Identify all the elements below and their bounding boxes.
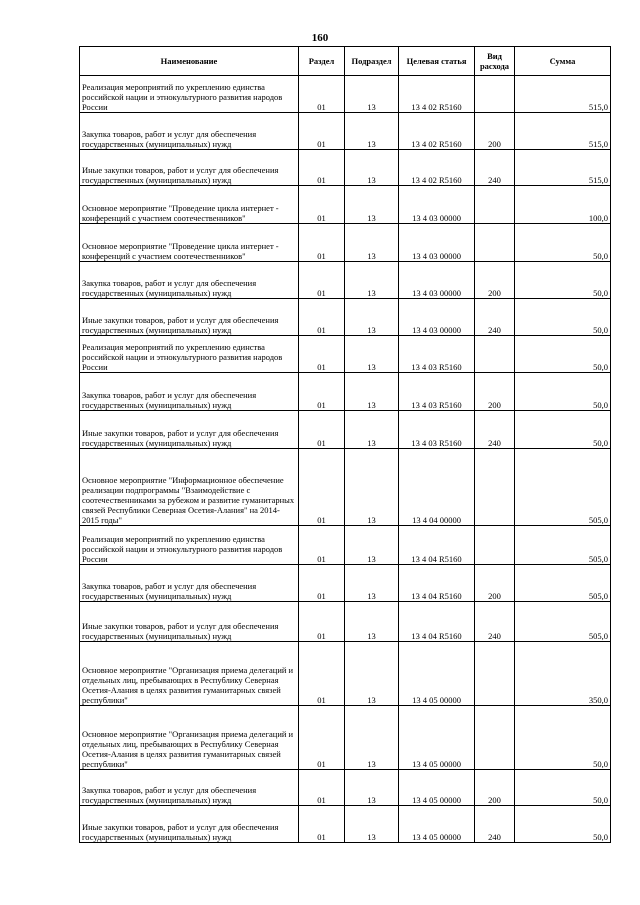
row-expense-type: [475, 526, 515, 565]
row-amount: 50,0: [515, 706, 611, 770]
row-expense-type: [475, 336, 515, 373]
row-target: 13 4 02 R5160: [399, 76, 475, 113]
table-row: [80, 411, 611, 449]
row-name: Иные закупки товаров, работ и услуг для обеспечения государственных (муниципальных) нужд: [80, 411, 299, 449]
row-amount: 100,0: [515, 186, 611, 224]
row-subsection: 13: [345, 806, 399, 843]
row-expense-type: 240: [475, 299, 515, 336]
row-subsection: 13: [345, 642, 399, 706]
row-amount: 50,0: [515, 373, 611, 411]
row-section: 01: [299, 150, 345, 186]
row-section: 01: [299, 373, 345, 411]
row-subsection: 13: [345, 113, 399, 150]
row-target: 13 4 03 00000: [399, 186, 475, 224]
row-subsection: 13: [345, 262, 399, 299]
row-section: 01: [299, 262, 345, 299]
row-target: 13 4 03 R5160: [399, 336, 475, 373]
row-name: Основное мероприятие "Организация приема делегаций и отдельных лиц, пребывающих в Республику Северная Осетия-Алания в целях развития гуманитарных связей республики": [80, 706, 299, 770]
row-target: 13 4 05 00000: [399, 806, 475, 843]
row-section: 01: [299, 602, 345, 642]
table-row: [80, 602, 611, 642]
row-subsection: 13: [345, 411, 399, 449]
row-section: 01: [299, 770, 345, 806]
row-subsection: 13: [345, 150, 399, 186]
table-row: [80, 186, 611, 224]
header-row: [80, 47, 611, 76]
column-header-amount: Сумма: [515, 47, 611, 76]
row-subsection: 13: [345, 706, 399, 770]
row-amount: 505,0: [515, 526, 611, 565]
row-amount: 515,0: [515, 76, 611, 113]
table-row: [80, 113, 611, 150]
row-expense-type: [475, 449, 515, 526]
table-row: [80, 224, 611, 262]
column-header-name: Наименование: [80, 47, 299, 76]
row-expense-type: [475, 76, 515, 113]
row-expense-type: 200: [475, 770, 515, 806]
row-name: Реализация мероприятий по укреплению единства российской нации и этнокультурного развития народов России: [80, 336, 299, 373]
page-number: 160: [311, 32, 329, 44]
table-row: [80, 565, 611, 602]
table-row: [80, 373, 611, 411]
row-expense-type: 240: [475, 411, 515, 449]
row-name: Иные закупки товаров, работ и услуг для обеспечения государственных (муниципальных) нужд: [80, 806, 299, 843]
table-row: [80, 262, 611, 299]
row-name: Закупка товаров, работ и услуг для обеспечения государственных (муниципальных) нужд: [80, 770, 299, 806]
table-row: [80, 706, 611, 770]
row-target: 13 4 05 00000: [399, 706, 475, 770]
row-expense-type: 200: [475, 565, 515, 602]
table-header: [80, 47, 611, 76]
row-name: Основное мероприятие "Проведение цикла интернет - конференций с участием соотечественников": [80, 186, 299, 224]
table-row: [80, 299, 611, 336]
table-body: [80, 76, 611, 843]
row-target: 13 4 03 00000: [399, 299, 475, 336]
row-amount: 350,0: [515, 642, 611, 706]
row-target: 13 4 04 R5160: [399, 602, 475, 642]
table-row: [80, 806, 611, 843]
table-row: [80, 770, 611, 806]
row-target: 13 4 02 R5160: [399, 113, 475, 150]
row-amount: 50,0: [515, 336, 611, 373]
row-section: 01: [299, 224, 345, 262]
row-target: 13 4 03 00000: [399, 262, 475, 299]
row-name: Реализация мероприятий по укреплению единства российской нации и этнокультурного развития народов России: [80, 76, 299, 113]
row-subsection: 13: [345, 770, 399, 806]
table-row: [80, 150, 611, 186]
row-target: 13 4 05 00000: [399, 770, 475, 806]
row-section: 01: [299, 449, 345, 526]
row-expense-type: 240: [475, 806, 515, 843]
row-target: 13 4 04 00000: [399, 449, 475, 526]
row-amount: 50,0: [515, 806, 611, 843]
row-section: 01: [299, 113, 345, 150]
row-amount: 50,0: [515, 299, 611, 336]
row-amount: 505,0: [515, 565, 611, 602]
row-amount: 515,0: [515, 113, 611, 150]
row-expense-type: 200: [475, 373, 515, 411]
row-section: 01: [299, 806, 345, 843]
row-target: 13 4 03 R5160: [399, 411, 475, 449]
column-header-target: Целевая статья: [399, 47, 475, 76]
row-name: Иные закупки товаров, работ и услуг для обеспечения государственных (муниципальных) нужд: [80, 299, 299, 336]
row-subsection: 13: [345, 299, 399, 336]
column-header-subsection: Подраздел: [345, 47, 399, 76]
row-section: 01: [299, 642, 345, 706]
row-name: Закупка товаров, работ и услуг для обеспечения государственных (муниципальных) нужд: [80, 373, 299, 411]
row-subsection: 13: [345, 565, 399, 602]
row-target: 13 4 03 R5160: [399, 373, 475, 411]
row-section: 01: [299, 706, 345, 770]
row-target: 13 4 05 00000: [399, 642, 475, 706]
row-target: 13 4 02 R5160: [399, 150, 475, 186]
row-amount: 50,0: [515, 262, 611, 299]
row-expense-type: 240: [475, 602, 515, 642]
row-amount: 505,0: [515, 602, 611, 642]
budget-table: [79, 46, 611, 843]
row-section: 01: [299, 336, 345, 373]
row-section: 01: [299, 186, 345, 224]
row-name: Иные закупки товаров, работ и услуг для обеспечения государственных (муниципальных) нужд: [80, 150, 299, 186]
row-section: 01: [299, 299, 345, 336]
row-expense-type: [475, 224, 515, 262]
row-amount: 50,0: [515, 770, 611, 806]
row-section: 01: [299, 565, 345, 602]
row-name: Закупка товаров, работ и услуг для обеспечения государственных (муниципальных) нужд: [80, 113, 299, 150]
table-row: [80, 336, 611, 373]
row-amount: 50,0: [515, 411, 611, 449]
row-target: 13 4 04 R5160: [399, 526, 475, 565]
row-expense-type: [475, 706, 515, 770]
row-subsection: 13: [345, 373, 399, 411]
row-subsection: 13: [345, 336, 399, 373]
table-row: [80, 449, 611, 526]
column-header-section: Раздел: [299, 47, 345, 76]
row-name: Основное мероприятие "Информационное обеспечение реализации подпрограммы "Взаимодействие с соотечественниками за рубежом и развитие гуманитарных связей Республики Северная Осетия-Алания" на 2014-2015 годы": [80, 449, 299, 526]
row-amount: 515,0: [515, 150, 611, 186]
row-amount: 50,0: [515, 224, 611, 262]
row-section: 01: [299, 526, 345, 565]
row-expense-type: 200: [475, 262, 515, 299]
row-amount: 505,0: [515, 449, 611, 526]
table-row: [80, 526, 611, 565]
row-subsection: 13: [345, 449, 399, 526]
row-name: Иные закупки товаров, работ и услуг для обеспечения государственных (муниципальных) нужд: [80, 602, 299, 642]
row-subsection: 13: [345, 602, 399, 642]
row-section: 01: [299, 411, 345, 449]
row-subsection: 13: [345, 526, 399, 565]
row-expense-type: 240: [475, 150, 515, 186]
row-expense-type: [475, 186, 515, 224]
row-target: 13 4 04 R5160: [399, 565, 475, 602]
row-subsection: 13: [345, 186, 399, 224]
row-name: Закупка товаров, работ и услуг для обеспечения государственных (муниципальных) нужд: [80, 565, 299, 602]
row-section: 01: [299, 76, 345, 113]
table-row: [80, 76, 611, 113]
row-expense-type: [475, 642, 515, 706]
table-row: [80, 642, 611, 706]
row-subsection: 13: [345, 76, 399, 113]
row-subsection: 13: [345, 224, 399, 262]
row-target: 13 4 03 00000: [399, 224, 475, 262]
row-name: Закупка товаров, работ и услуг для обеспечения государственных (муниципальных) нужд: [80, 262, 299, 299]
row-expense-type: 200: [475, 113, 515, 150]
row-name: Основное мероприятие "Проведение цикла интернет - конференций с участием соотечественников": [80, 224, 299, 262]
row-name: Реализация мероприятий по укреплению единства российской нации и этнокультурного развития народов России: [80, 526, 299, 565]
column-header-expense-type: Вид расхода: [475, 47, 515, 76]
row-name: Основное мероприятие "Организация приема делегаций и отдельных лиц, пребывающих в Республику Северная Осетия-Алания в целях развития гуманитарных связей республики": [80, 642, 299, 706]
